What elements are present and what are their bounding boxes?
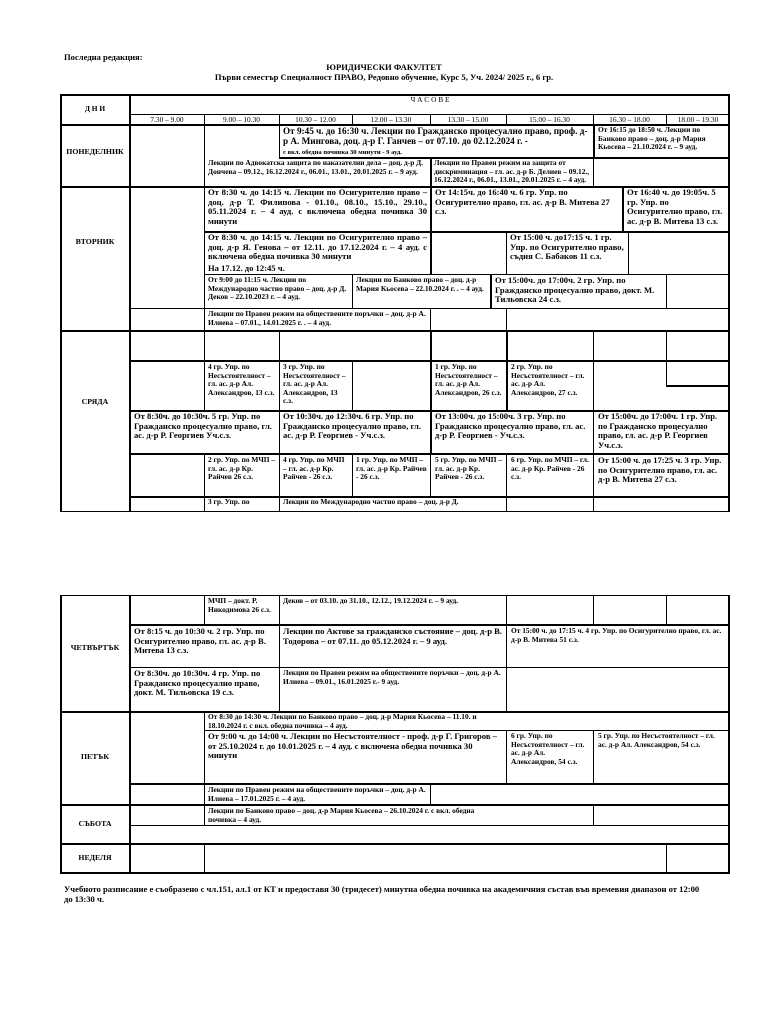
day-friday: ПЕТЪК bbox=[80, 752, 110, 761]
thursday-group4-social-security: От 15:00 ч. до 17:15 ч. 4 гр. Упр. по Осигурително право, гл. ас. д-р В. Митева 51 с.з. bbox=[511, 626, 722, 644]
wednesday-group1-civil-procedure: От 15:00ч. до 17:00ч. 1 гр. Упр. по Гражданско процесуално право, гл. ас. д-р Р. Георгиев Уч.с.з. bbox=[598, 411, 718, 450]
thursday-civil-status-lectures: Лекции по Актове за гражданско състояние – доц. д-р В. Тодорова – от 07.11. до 05.12.2024 г. – 9 ауд. bbox=[283, 626, 503, 646]
wednesday-group3-civil-procedure: От 13:00ч. до 15:00ч. 3 гр. Упр. по Гражданско процесуално право, гл. ас. д-р Р. Георгиев - Уч.с.з. bbox=[435, 411, 586, 441]
tuesday-group5-social-security: От 16:40 ч. до 19:05ч. 5 гр. Упр. по Осигурително право, гл. ас. д-р В. Митева 13 с.з. bbox=[627, 187, 723, 226]
thursday-public-procurement: Лекции по Правен режим на обществените поръчки – доц. д-р А. Илиева – 09.01., 16.01.2025 г.- 9 ауд. bbox=[283, 668, 501, 686]
wednesday-group6-civil-procedure: От 10:30ч. до 12:30ч. 6 гр. Упр. по Гражданско процесуално право, гл. ас. д-р Р. Георгиев - Уч.с.з. bbox=[283, 411, 421, 441]
tuesday-group2-civil-procedure: От 15:00ч. до 17:00ч. 2 гр. Упр. по Гражданско процесуално право, докт. М. Тильовска 24 с.з. bbox=[495, 275, 655, 305]
monday-banking-law: От 16:15 до 18:50 ч. Лекции по Банково право – доц. д-р Мария Кьосева – 21.10.2024 г. – 9 ауд. bbox=[598, 125, 706, 152]
thursday-group2-social-security: От 8:15 ч. до 10:30 ч. 2 гр. Упр. по Осигурително право, гл. ас. д-р В. Митева 13 с.з. bbox=[134, 626, 266, 656]
time-slot-3: 10.30 – 12.00 bbox=[295, 115, 336, 124]
faculty-title: ЮРИДИЧЕСКИ ФАКУЛТЕТ bbox=[326, 62, 442, 72]
tuesday-social-security-lectures-2: От 8:30 ч. до 14:15 ч. Лекции по Осигурително право –доц. д-р Я. Генова – от 12.11. до 17.12.2024 г. – 4 ауд. с включена обедна почивка 30 минути bbox=[208, 232, 427, 262]
wednesday-group6-pil: 6 гр. Упр. по МЧП – гл. ас. д-р Кр. Райчев - 26 с.з. bbox=[511, 455, 589, 482]
day-thursday: ЧЕТВЪРТЪК bbox=[70, 643, 120, 652]
saturday-banking-law: Лекции по Банково право – доц. д-р Мария Кьосева – 26.10.2024 г. с вкл. обедна почивка – 4 ауд. bbox=[208, 806, 475, 824]
day-monday: ПОНЕДЕЛНИК bbox=[66, 147, 124, 156]
time-slot-4: 12.00 – 13.30 bbox=[370, 115, 412, 124]
tuesday-public-procurement: Лекции по Правен режим на обществените поръчки – доц. д-р А. Илиева – 07.01., 14.01.2025 г. . – 4 ауд. bbox=[208, 309, 426, 327]
tuesday-lectures-2-note: На 17.12. до 12:45 ч. bbox=[208, 263, 285, 273]
day-saturday: СЪБОТА bbox=[78, 819, 112, 828]
tuesday-social-security-lectures-1: От 8:30 ч. до 14:15 ч. Лекции по Осигурително право –доц. д-р Т. Филипова - 01.10., 08.10., 15.10., 29.10., 05.11.2024 г. – 4 ауд. с включена обедна почивка 30 минути bbox=[208, 187, 427, 226]
wednesday-group4-pil: 4 гр. Упр. по МЧП – гл. ас. д-р Кр. Райчев - 26 с.з. bbox=[283, 455, 345, 482]
friday-group6-insolvency: 6 гр. Упр. по Несъстоятелност – гл. ас. д-р Ал. Александров, 54 с.з. bbox=[511, 731, 585, 766]
continued-group3-pil: МЧП – докт. Р. Никодимова 26 с.з. bbox=[208, 596, 271, 614]
time-slot-1: 7.30 – 9.00 bbox=[150, 115, 184, 124]
wednesday-group3-social-security: От 15:00 ч. до 17:25 ч. 3 гр. Упр. по Осигурително право, гл. ас. д-р В. Митева 27 с.з. bbox=[598, 455, 722, 485]
hours-header: Ч А С О В Е bbox=[410, 95, 450, 104]
thursday-group4-civil-procedure: От 8:30ч. до 10:30ч. 4 гр. Упр. по Гражданско процесуално право, докт. М. Тильовска 19 с.з. bbox=[134, 668, 261, 698]
monday-civil-procedure-lectures: От 9:45 ч. до 16:30 ч. Лекции по Гражданско процесуално право, проф. д-р А. Мингова, доц. д-р Г. Ганчев – от 07.10. до 02.12.2024 г. - bbox=[283, 126, 588, 147]
wednesday-group2-pil: 2 гр. Упр. по МЧП – гл. ас. д-р Кр. Райчев 26 с.з. bbox=[208, 455, 276, 482]
friday-banking-law: От 8:30 до 14:30 ч. Лекции по Банково право – доц. д-р Мария Кьосева – 11.10. и 18.10.2024 г. с вкл. обедна почивка – 4 ауд. bbox=[208, 712, 477, 730]
friday-public-procurement: Лекции по Правен режим на обществените поръчки – доц. д-р А. Илиева – 17.01.2025 г. – 4 ауд. bbox=[208, 785, 426, 803]
semester-subtitle: Първи семестър Специалност ПРАВО, Редовно обучение, Курс 5, Уч. 2024/ 2025 г., 6 гр. bbox=[214, 72, 554, 82]
friday-insolvency-lectures: От 9:00 ч. до 14:00 ч. Лекции по Несъстоятелност - проф. д-р Г. Григоров – от 25.10.2024 г. до 10.01.2025 г. – 4 ауд. с включена обедна почивка 30 минути bbox=[208, 731, 497, 761]
monday-advocacy-lectures: Лекции по Адвокатска защита по наказателни дела – доц. д-р Д. Дончева – 09.12., 16.12.2024 г., 06.01., 13.01., 20.01.2025 г. – 9 ауд. bbox=[208, 158, 424, 176]
wednesday-group2-insolvency: 2 гр. Упр. по Несъстоятелност – гл. ас. д-р Ал. Александров, 27 с.з. bbox=[511, 362, 585, 397]
tuesday-private-international-law: От 9:00 до 11:15 ч. Лекции по Международно частно право – доц. д-р Д. Деков – 22.10.2023 г. – 4 ауд. bbox=[208, 275, 347, 302]
wednesday-group4-insolvency: 4 гр. Упр. по Несъстоятелност – гл. ас. д-р Ал. Александров, 13 с.з. bbox=[208, 362, 275, 397]
time-slot-6: 15.00 – 16.30 bbox=[529, 115, 570, 124]
wednesday-group3-pil-start: 3 гр. Упр. по bbox=[208, 497, 250, 506]
wednesday-group1-pil: 1 гр. Упр. по МЧП – гл. ас. д-р Кр. Райчев - 26 с.з. bbox=[356, 455, 427, 482]
wednesday-group5-civil-procedure: От 8:30ч. до 10:30ч. 5 гр. Упр. по Гражданско процесуално право, гл. ас. д-р Р. Георгиев Уч.с.з. bbox=[134, 411, 272, 441]
monday-civil-procedure-note: с вкл. обедна почивка 30 минути - 9 ауд. bbox=[283, 149, 402, 156]
time-slot-8: 18.00 – 19.30 bbox=[677, 115, 719, 124]
tuesday-banking-law: Лекции по Банково право – доц. д-р Мария Кьосева – 22.10.2024 г. . – 4 ауд. bbox=[356, 275, 484, 293]
wednesday-group1-insolvency: 1 гр. Упр. по Несъстоятелност – гл. ас. д-р Ал. Александров, 26 с.з. bbox=[435, 362, 502, 397]
day-sunday: НЕДЕЛЯ bbox=[78, 853, 112, 862]
wednesday-group5-pil: 5 гр. Упр. по МЧП – гл. ас. д-р Кр. Райчев - 26 с.з. bbox=[435, 455, 503, 482]
last-edit-label: Последна редакция: bbox=[64, 52, 143, 62]
time-slot-2: 9.00 – 10.30 bbox=[223, 115, 260, 124]
wednesday-pil-lectures-start: Лекции по Международно частно право – доц. д-р Д. bbox=[283, 497, 459, 506]
tuesday-group1-social-security: От 15:00 ч. до17:15 ч. 1 гр. Упр. по Осигурително право, съдия С. Бабаков 11 с.з. bbox=[510, 232, 624, 262]
day-tuesday: ВТОРНИК bbox=[75, 237, 115, 246]
days-header: Д Н И bbox=[84, 104, 106, 113]
day-wednesday: СРЯДА bbox=[81, 397, 109, 406]
time-slot-5: 13.30 – 15.00 bbox=[447, 115, 489, 124]
continued-pil-lectures: Деков – от 03.10. до 31.10., 12.12., 19.12.2024 г. – 9 ауд. bbox=[283, 596, 459, 605]
monday-discrimination-lectures: Лекции по Правен режим на защита от дискриминация – гл. ас. д-р Б. Делиев – 09.12., 16.12.2024 г., 06.01., 13.01., 20.01.2025 г. – 4 ауд. bbox=[434, 158, 590, 185]
friday-group5-insolvency: 5 гр. Упр. по Несъстоятелност – гл. ас. д-р Ал. Александров, 54 с.з. bbox=[598, 731, 715, 749]
time-slot-7: 16.30 – 18.00 bbox=[609, 115, 650, 124]
footer-note: Учебното разписание е съобразено с чл.151, ал.1 от КТ и предоставя 30 (тридесет) минутна обедна почивка на академичния състав във времевия диапазон от 12:00 до 13:30 ч. bbox=[64, 884, 700, 904]
wednesday-group3-insolvency: 3 гр. Упр. по Несъстоятелност – гл. ас. д-р Ал. Александров, 13 с.з. bbox=[283, 362, 346, 406]
tuesday-group6-social-security: От 14:15ч. до 16:40 ч. 6 гр. Упр. по Осигурително право, гл. ас. д-р В. Митева 27 с.з. bbox=[435, 187, 610, 217]
